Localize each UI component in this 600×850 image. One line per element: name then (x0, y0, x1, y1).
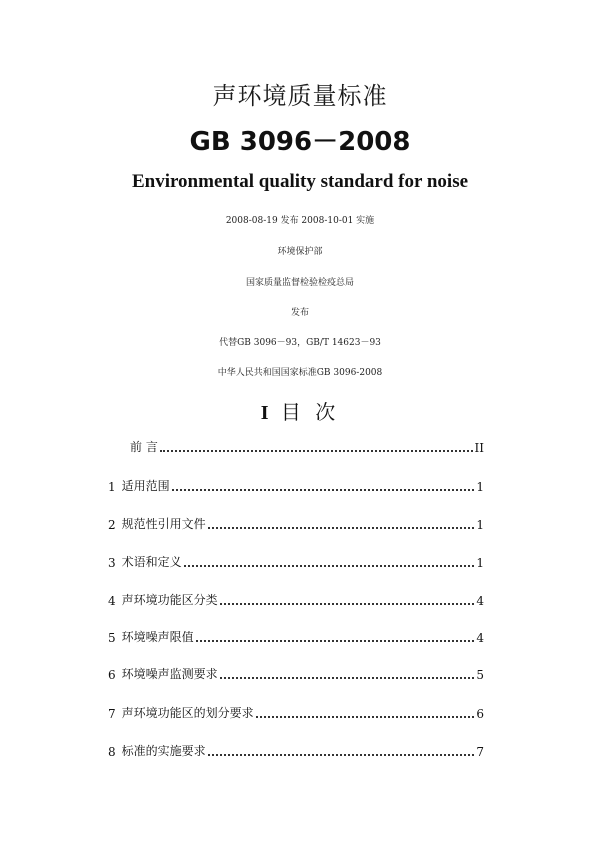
toc-entry-page: 1 (476, 518, 484, 532)
toc-entry-8[interactable] (108, 741, 484, 759)
toc-entry-page: 5 (476, 668, 484, 682)
replaces-line: 代替GB 3096－93，GB/T 14623－93 (219, 338, 381, 348)
toc-leader-dots (220, 593, 475, 605)
toc-leader-dots (172, 479, 475, 491)
toc-entry-label: 术语和定义 (121, 555, 182, 569)
toc-entry-preface[interactable] (130, 437, 484, 455)
toc-entry-page: 4 (476, 594, 484, 608)
toc-entry-1[interactable] (108, 476, 484, 494)
toc-entry-label: 环境噪声限值 (121, 630, 194, 644)
toc-leader-dots (184, 555, 475, 567)
toc-leader-dots (208, 517, 475, 529)
toc-leader-dots (220, 667, 475, 679)
toc-entry-number: 4 (108, 594, 116, 608)
toc-entry-label: 环境噪声监测要求 (121, 667, 218, 681)
toc-entry-label: 适用范围 (121, 479, 170, 493)
toc-entry-number: 1 (108, 480, 116, 494)
toc-entry-number: 7 (108, 707, 116, 721)
toc-entry-7[interactable] (108, 703, 484, 721)
toc-entry-5[interactable] (108, 627, 484, 645)
toc-entry-2[interactable] (108, 514, 484, 532)
toc-entry-page: 1 (476, 556, 484, 570)
issued-label: 发布 (290, 308, 309, 318)
toc-heading-roman: I (260, 402, 271, 424)
toc-entry-number: 2 (108, 518, 116, 532)
toc-entry-number: 3 (108, 556, 116, 570)
toc-entry-3[interactable] (108, 552, 484, 570)
toc-entry-page: 6 (476, 707, 484, 721)
standard-code: GB 3096－2008 (189, 127, 411, 157)
toc-heading-text: 目 次 (280, 400, 340, 424)
toc-entry-4[interactable] (108, 590, 484, 608)
toc-entry-label: 规范性引用文件 (121, 517, 206, 531)
toc-entry-number: 6 (108, 668, 116, 682)
toc-entry-label: 标准的实施要求 (121, 744, 206, 758)
toc-entry-label: 声环境功能区的划分要求 (121, 706, 254, 720)
toc-entry-page: II (474, 441, 484, 455)
title-english: Environmental quality standard for noise (131, 171, 469, 192)
issuer-ministry: 环境保护部 (277, 247, 323, 257)
toc-leader-dots (160, 440, 473, 452)
toc-entry-page: 4 (476, 631, 484, 645)
toc-leader-dots (256, 706, 475, 718)
toc-entry-label: 前 言 (130, 440, 158, 454)
toc-leader-dots (196, 630, 475, 642)
national-standard-line: 中华人民共和国国家标准GB 3096-2008 (217, 368, 383, 378)
toc-heading (0, 396, 600, 425)
toc-entry-6[interactable] (108, 664, 484, 682)
toc-entry-number: 8 (108, 745, 116, 759)
toc-entry-page: 7 (476, 745, 484, 759)
toc-entry-number: 5 (108, 631, 116, 645)
toc-entry-page: 1 (476, 480, 484, 494)
toc-leader-dots (208, 744, 475, 756)
issuer-aqsiq: 国家质量监督检验检疫总局 (245, 278, 354, 288)
title-chinese: 声环境质量标准 (212, 82, 388, 110)
toc-entry-label: 声环境功能区分类 (121, 593, 218, 607)
dates-line: 2008-08-19 发布 2008-10-01 实施 (225, 216, 375, 226)
